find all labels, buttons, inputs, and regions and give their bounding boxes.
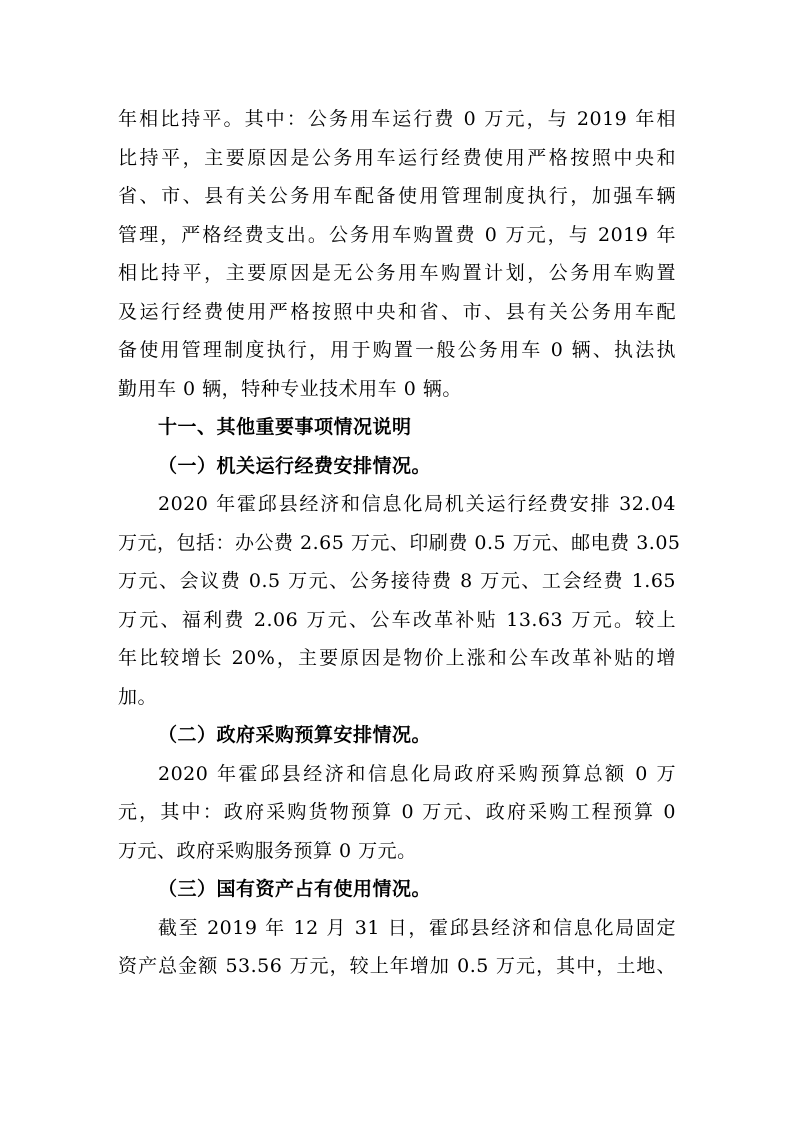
- paragraph-line: 管理，严格经费支出。公务用车购置费 0 万元，与 2019 年: [118, 223, 676, 246]
- procurement-paragraph: [118, 755, 676, 871]
- paragraph-line: 年比较增长 20%，主要原因是物价上涨和公车改革补贴的增: [118, 647, 676, 669]
- section-11-heading: 十一、其他重要事项情况说明: [158, 416, 412, 438]
- paragraph-line: 2020 年霍邱县经济和信息化局政府采购预算总额 0 万: [158, 762, 676, 785]
- paragraph-line: 万元、福利费 2.06 万元、公车改革补贴 13.63 万元。较上: [118, 608, 676, 631]
- paragraph-line: 万元、政府采购服务预算 0 万元。: [118, 839, 417, 862]
- paragraph-line: 万元、会议费 0.5 万元、公务接待费 8 万元、工会经费 1.65: [118, 570, 676, 592]
- assets-paragraph: [118, 909, 676, 986]
- paragraph-line: 2020 年霍邱县经济和信息化局机关运行经费安排 32.04: [158, 493, 676, 515]
- paragraph-line: 及运行经费使用严格按照中央和省、市、县有关公务用车配: [118, 300, 676, 323]
- paragraph-line: 万元，包括：办公费 2.65 万元、印刷费 0.5 万元、邮电费 3.05: [118, 531, 681, 554]
- vehicle-costs-paragraph: [118, 100, 676, 408]
- subsection-3-heading: （三）国有资产占有使用情况。: [158, 878, 432, 900]
- subsection-1-heading: （一）机关运行经费安排情况。: [158, 454, 432, 477]
- subsection-2-heading: （二）政府采购预算安排情况。: [158, 724, 432, 746]
- paragraph-line: 加。: [118, 685, 158, 708]
- paragraph-line: 比持平，主要原因是公务用车运行经费使用严格按照中央和: [118, 146, 676, 169]
- paragraph-line: 备使用管理制度执行，用于购置一般公务用车 0 辆、执法执: [118, 339, 676, 361]
- paragraph-line: 相比持平，主要原因是无公务用车购置计划，公务用车购置: [118, 262, 676, 284]
- paragraph-line: 省、市、县有关公务用车配备使用管理制度执行，加强车辆: [118, 185, 676, 207]
- paragraph-line: 勤用车 0 辆，特种专业技术用车 0 辆。: [118, 377, 462, 400]
- document-page: [118, 100, 681, 986]
- paragraph-line: 元，其中：政府采购货物预算 0 万元、政府采购工程预算 0: [118, 801, 676, 823]
- operating-costs-paragraph: [118, 485, 681, 716]
- paragraph-line: 年相比持平。其中：公务用车运行费 0 万元，与 2019 年相: [118, 108, 676, 130]
- paragraph-line: 截至 2019 年 12 月 31 日，霍邱县经济和信息化局固定: [158, 916, 676, 939]
- paragraph-line: 资产总金额 53.56 万元，较上年增加 0.5 万元，其中，土地、: [118, 955, 676, 977]
